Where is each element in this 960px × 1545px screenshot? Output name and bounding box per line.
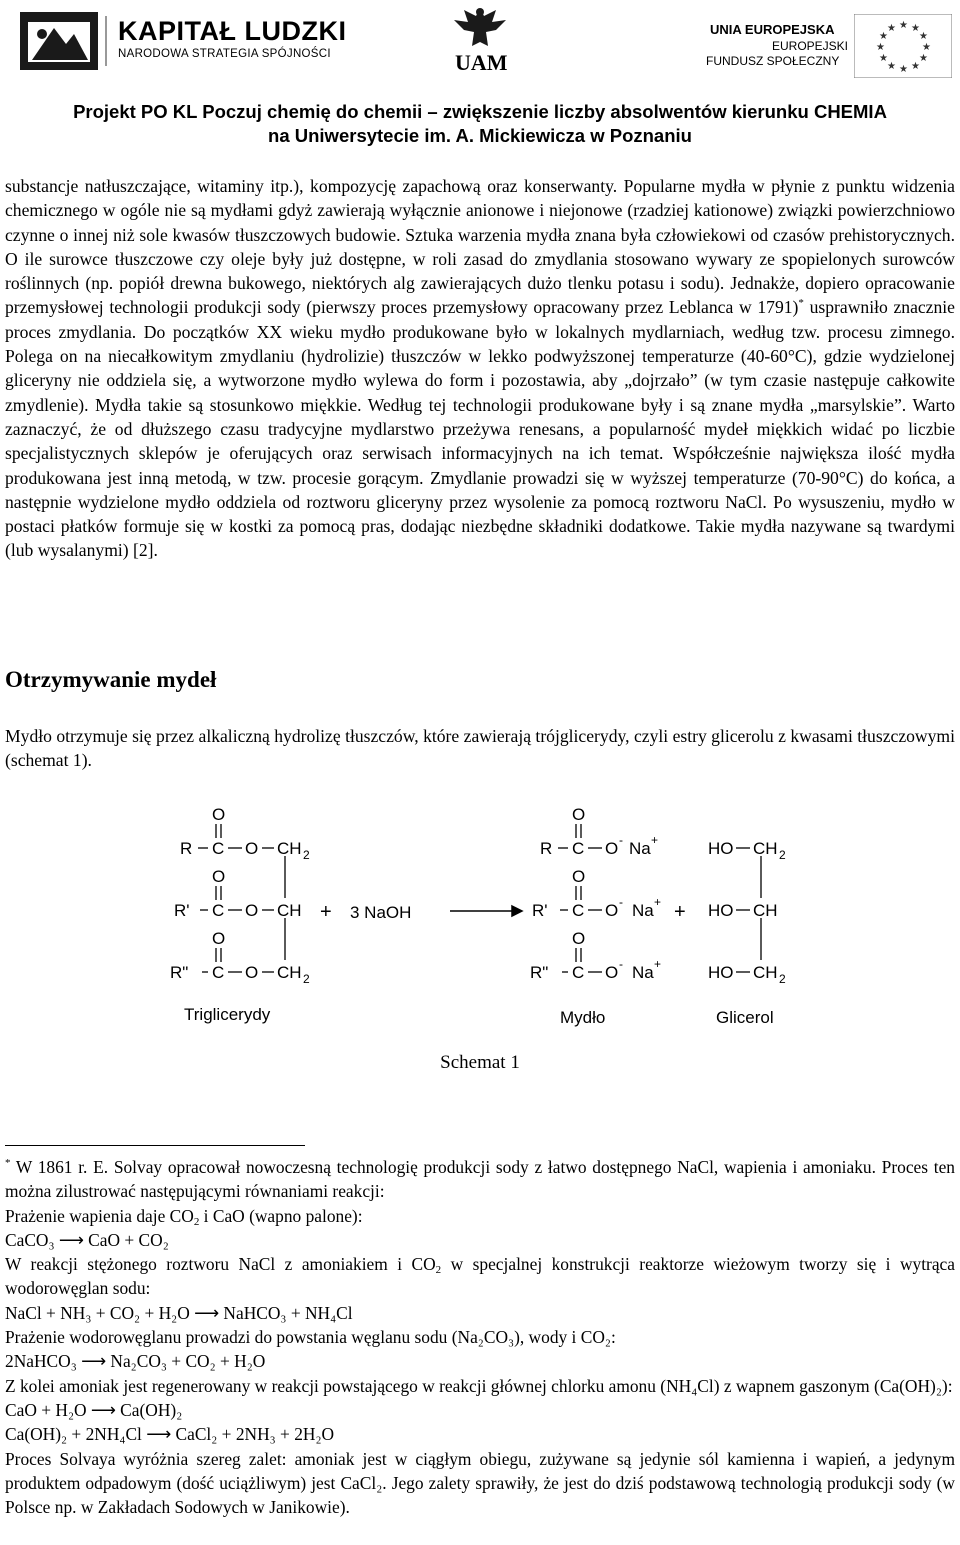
soap-ominus-3: O — [605, 963, 619, 982]
soap-o-1: O — [572, 805, 586, 824]
ester-o-1: O — [245, 839, 259, 858]
soap-c-1: C — [572, 839, 585, 858]
ch2-top: CH — [277, 839, 302, 858]
footnote: * W 1861 r. E. Solvay opracował nowoczesną technologię produkcji sody z łatwo dostępnego NaCl, wapienia i amoniaku. Proces ten można zilustrować następującymi równaniami reakcji: Prażenie wapienia daje $CO_2$ i CaO (wapno palone): CaCO₃ ⟶ CaO + CO₂ W reakcji stężonego roztworu NaCl z amoniakiem i $CO_2$ w specjalnej konstrukcji reaktorze wieżowym tworzy się i wytrąca wodorowęglan sodu: NaCl + NH₃ + CO₂ + H₂O ⟶ NaHCO₃ + NH₄Cl Prażenie wodorowęglanu prowadzi do powstania węglanu sodu (Na₂CO₃), wody i CO₂: 2NaHCO₃ ⟶ Na₂CO₃ + CO₂ + H₂O Z kolei amoniak jest regenerowany w reakcji powstającego w reakcji głównej chlorku amonu (NH₄Cl) z wapnem gaszonym (Ca(OH)₂): CaO + H₂O ⟶ Ca(OH)₂ Ca(OH)₂ + 2NH₄Cl ⟶ CaCl₂ + 2NH₃ + 2H₂O Proces Solvaya wyróżnia szereg zalet: amoniak jest w ciągłym obiegu, zużywane są jedynie sól kamienna i wapień, a jedynym produktem odpadowym (dość uciążliwym) jest CaCl₂. Jego zalety sprawiły, że jest do dziś podstawową technologią produkcji sody (w Polsce np. w Zakładach Sodowych w Janikowie). — [5, 1155, 955, 1519]
section-heading: Otrzymywanie mydeł — [5, 667, 217, 692]
triglyceride-labels — [170, 805, 310, 1024]
carbonyl-o-2: O — [212, 867, 226, 886]
eu-logo-line1: UNIA EUROPEJSKA — [710, 22, 835, 37]
footnote-line4: Prażenie wodorowęglanu prowadzi do powstania węglanu sodu (Na₂CO₃), wody i CO₂: — [5, 1327, 616, 1348]
glycerol-ch: CH — [753, 901, 778, 920]
soap-r1: R' — [532, 901, 548, 920]
carbon-3: C — [212, 963, 225, 982]
carbon-2: C — [212, 901, 225, 920]
svg-text:★: ★ — [899, 20, 908, 31]
footnote-line3b: w specjalnej konstrukcji reaktorze wieżowym tworzy się i wytrąca wodorowęglan sodu: — [5, 1254, 955, 1299]
main-paragraph — [5, 174, 955, 563]
ch-middle: CH — [277, 901, 302, 920]
svg-text:★: ★ — [911, 23, 920, 34]
soap-c-2: C — [572, 901, 585, 920]
glycerol-labels — [708, 839, 786, 1027]
ch2-top-sub: 2 — [303, 848, 310, 862]
scheme-caption: Schemat 1 — [440, 1052, 520, 1073]
carbon-1: C — [212, 839, 225, 858]
svg-text:★: ★ — [919, 53, 928, 64]
plus-sign-2: + — [674, 901, 686, 923]
glycerol-ho-2: HO — [708, 901, 734, 920]
footnote-mark: * — [5, 1157, 11, 1170]
uam-logo-text: UAM — [455, 50, 508, 75]
soap-na-2: Na — [632, 901, 654, 920]
glycerol-ch2-bottom-sub: 2 — [779, 972, 786, 986]
glycerol-ho-3: HO — [708, 963, 734, 982]
soap-labels — [530, 805, 661, 1027]
soap-plus-3: + — [654, 957, 662, 971]
footnote-line1: W 1861 r. E. Solvay opracował nowoczesną technologię produkcji sody z łatwo dostępnego NaCl, wapienia i amoniaku. Proces ten można zilustrować następującymi równaniami reakcji: — [5, 1157, 955, 1202]
eu-logo-line3: FUNDUSZ SPOŁECZNY — [706, 54, 840, 68]
soap-ominus-2: O — [605, 901, 619, 920]
footnote-divider — [5, 1145, 305, 1146]
paragraph-part-b: usprawniło znacznie proces zmydlania. Do początków XX wieku mydło produkowane było w lokalnych mydlarniach, według tzw. procesu zimnego. Polega on na niecałkowitym zmydlaniu (hydrolizie) tłuszczów w lekko podwyższonej temperaturze (40-60°C), gdzie wydzielonej gliceryny nie oddziela się, a wytworzone mydło wylewa do form i pozostawia, aby „dojrzało” (w tym czasie następuje całkowite zmydlenie). Mydła takie są stosunkowo miękkie. Według tej technologii produkowane były i są znane mydła „marsylskie”. Warto zaznaczyć, że od dłuższego czasu tradycyjne mydlarstwo przeżywa renesans, a popularność mydeł miękkich widać po liczbie specjalistycznych sklepów je oferujących oraz serwisach informacyjnych na ich temat. Współcześnie największa ilość mydła produkowana jest inną metodą, w tzw. procesie gorącym. Zmydlanie prowadzi się w wyższej temperaturze (70-90°C) do końca, a następnie wydzielone mydło oddziela od roztworu gliceryny przez wysolenie za pomocą roztworu NaCl. Po wysuszeniu, mydło w postaci płatków formuje się w kostki za pomocą pras, dodając niezbędne składniki dodatkowe. Takie mydła nazywane są twardymi (lub wysalanymi) [2]. — [5, 297, 955, 561]
kapital-ludzki-subtitle: NARODOWA STRATEGIA SPÓJNOŚCI — [118, 48, 331, 60]
soap-minus-2: - — [619, 895, 623, 909]
svg-text:★: ★ — [911, 61, 920, 72]
soap-plus-1: + — [651, 833, 659, 847]
r2-group: R" — [170, 963, 189, 982]
glycerol-label: Glicerol — [716, 1008, 774, 1027]
project-title — [0, 100, 960, 148]
soap-o-2: O — [572, 867, 586, 886]
footnote-line2a: Prażenie wapienia daje CO — [5, 1205, 194, 1226]
equation-4: CaO + H₂O ⟶ Ca(OH)₂ — [5, 1399, 183, 1420]
paragraph-part-a: substancje natłuszczające, witaminy itp.), kompozycję zapachową oraz konserwanty. Popularne mydła w płynie z punktu widzenia chemicznego w ogóle nie są mydłami gdyż zawierają wyłącznie anionowe i niejonowe (rzadziej kationowe) związki powierzchniowo czynne o innej niż sole kwasów tłuszczowych budowie. Sztuka warzenia mydła znana była człowiekowi od czasów prehistorycznych. O ile surowce tłuszczowe czy oleje były już dostępne, w roli zasad do zmydlania stosowano wywary ze spopielonych surowców roślinnych (np. popiół drewna bukowego, niektórych alg zawierających dużo tlenku potasu i sodu). Jednakże, dopiero opracowanie przemysłowej technologii produkcji sody (pierwszy proces przemysłowy opracowany przez Leblanca w 1791) — [5, 176, 955, 318]
equation-5: Ca(OH)₂ + 2NH₄Cl ⟶ CaCl₂ + 2NH₃ + 2H₂O — [5, 1424, 335, 1445]
footnote-line2b: i CaO (wapno palone): — [199, 1205, 363, 1226]
saponification-scheme — [160, 800, 800, 1050]
svg-text:★: ★ — [899, 64, 908, 75]
plus-sign-1: + — [320, 901, 332, 923]
page-header — [0, 0, 960, 82]
uam-eagle-icon — [440, 2, 520, 52]
glycerol-ch2-top: CH — [753, 839, 778, 858]
soap-plus-2: + — [654, 895, 662, 909]
ch2-bottom-sub: 2 — [303, 972, 310, 986]
soap-r: R — [540, 839, 553, 858]
intro-paragraph: Mydło otrzymuje się przez alkaliczną hydrolizę tłuszczów, które zawierają trójglicerydy, czyli estry glicerolu z kwasami tłuszczowymi (schemat 1). — [5, 726, 955, 771]
svg-text:★: ★ — [887, 23, 896, 34]
carbonyl-o-1: O — [212, 805, 226, 824]
soap-r2: R" — [530, 963, 549, 982]
footnote-line6: Proces Solvaya wyróżnia szereg zalet: amoniak jest w ciągłym obiegu, zużywane są jedynie sól kamienna i wapień, a jedynym produktem odpadowym (dość uciążliwym) jest CaCl₂. Jego zalety sprawiły, że jest do dziś podstawową technologią produkcji sody (w Polsce np. w Zakładach Sodowych w Janikowie). — [5, 1448, 955, 1518]
glycerol-ch2-top-sub: 2 — [779, 848, 786, 862]
svg-text:★: ★ — [876, 42, 885, 53]
svg-text:★: ★ — [887, 61, 896, 72]
footnote-line5: Z kolei amoniak jest regenerowany w reakcji powstającego w reakcji głównej chlorku amonu (NH₄Cl) z wapnem gaszonym (Ca(OH)₂): — [5, 1375, 953, 1396]
project-title-line1: Projekt PO KL Poczuj chemię do chemii – zwiększenie liczby absolwentów kierunku CHEMIA — [73, 101, 887, 122]
svg-text:★: ★ — [919, 31, 928, 42]
soap-na-1: Na — [629, 839, 651, 858]
kapital-ludzki-title: KAPITAŁ LUDZKI — [118, 16, 347, 46]
soap-ominus-1: O — [605, 839, 619, 858]
eu-flag-icon — [854, 14, 952, 78]
glycerol-ho-1: HO — [708, 839, 734, 858]
svg-text:★: ★ — [879, 53, 888, 64]
naoh-reagent: 3 NaOH — [350, 903, 412, 922]
eu-logo-line2: EUROPEJSKI — [772, 39, 849, 53]
footnote-ref-mark: * — [798, 297, 804, 310]
svg-text:★: ★ — [922, 42, 931, 53]
triglycerides-label: Triglicerydy — [184, 1005, 271, 1024]
glycerol-ch2-bottom: CH — [753, 963, 778, 982]
soap-c-3: C — [572, 963, 585, 982]
soap-o-3: O — [572, 929, 586, 948]
soap-minus-1: - — [619, 833, 623, 847]
footnote-line3a: W reakcji stężonego roztworu NaCl z amoniakiem i CO — [5, 1254, 436, 1275]
equation-1: CaCO₃ ⟶ CaO + CO₂ — [5, 1229, 169, 1250]
r1-group: R' — [174, 901, 190, 920]
r-group: R — [180, 839, 193, 858]
equation-3: 2NaHCO₃ ⟶ Na₂CO₃ + CO₂ + H₂O — [5, 1351, 266, 1372]
svg-text:★: ★ — [879, 31, 888, 42]
ester-o-2: O — [245, 901, 259, 920]
carbonyl-o-3: O — [212, 929, 226, 948]
ester-o-3: O — [245, 963, 259, 982]
soap-minus-3: - — [619, 957, 623, 971]
soap-na-3: Na — [632, 963, 654, 982]
reaction-arrow-icon — [450, 906, 522, 916]
soap-label: Mydło — [560, 1008, 606, 1027]
kapital-ludzki-emblem-icon — [20, 12, 98, 70]
equation-2: NaCl + NH₃ + CO₂ + H₂O ⟶ NaHCO₃ + NH₄Cl — [5, 1302, 353, 1323]
ch2-bottom: CH — [277, 963, 302, 982]
project-title-line2: na Uniwersytecie im. A. Mickiewicza w Poznaniu — [268, 125, 692, 146]
